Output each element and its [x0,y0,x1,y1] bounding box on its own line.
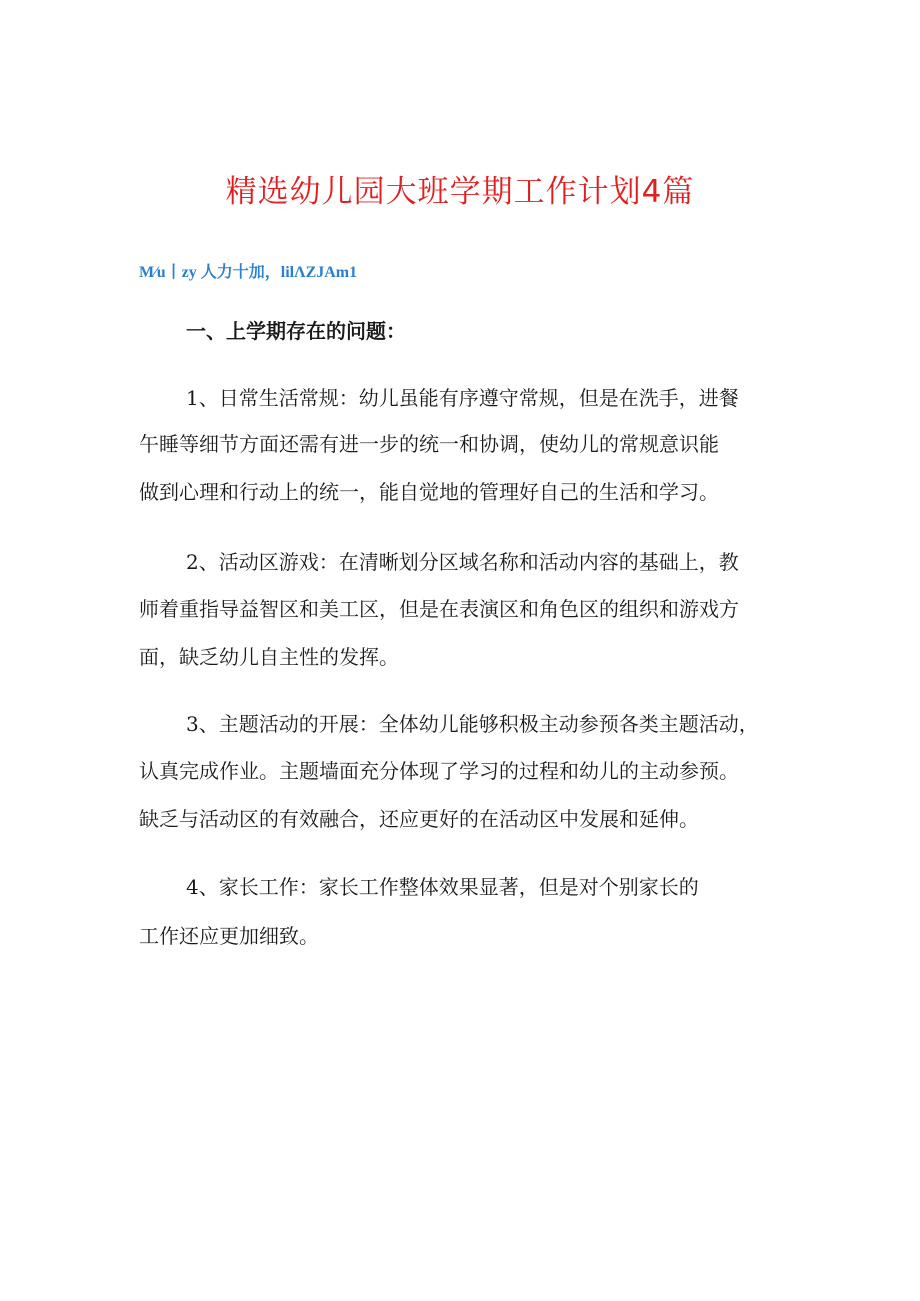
paragraph-line: 师着重指导益智区和美工区，但是在表演区和角色区的组织和游戏方 [139,597,739,621]
section-heading: 一、上学期存在的问题： [186,319,406,343]
paragraph-line: 缺乏与活动区的有效融合，还应更好的在活动区中发展和延伸。 [139,807,699,831]
document-subtitle: M⁄u丨zy 人力十加，lilΛZJAm1 [139,264,358,281]
paragraph-line: 认真完成作业。主题墙面充分体现了学习的过程和幼儿的主动参预。 [139,759,739,783]
paragraph-line: 3、主题活动的开展：全体幼儿能够积极主动参预各类主题活动， [186,712,759,736]
document-title: 精选幼儿园大班学期工作计划4篇 [225,174,695,210]
paragraph-line: 做到心理和行动上的统一，能自觉地的管理好自己的生活和学习。 [139,480,719,504]
paragraph-line: 面，缺乏幼儿自主性的发挥。 [139,645,399,669]
paragraph-line: 2、活动区游戏：在清晰划分区域名称和活动内容的基础上，教 [186,550,739,574]
paragraph-line: 午睡等细节方面还需有进一步的统一和协调，使幼儿的常规意识能 [139,432,719,456]
paragraph-line: 工作还应更加细致。 [139,924,319,948]
paragraph-line: 4、家长工作：家长工作整体效果显著，但是对个别家长的 [186,875,699,899]
paragraph-line: 1、日常生活常规：幼儿虽能有序遵守常规，但是在洗手，进餐 [186,386,739,410]
